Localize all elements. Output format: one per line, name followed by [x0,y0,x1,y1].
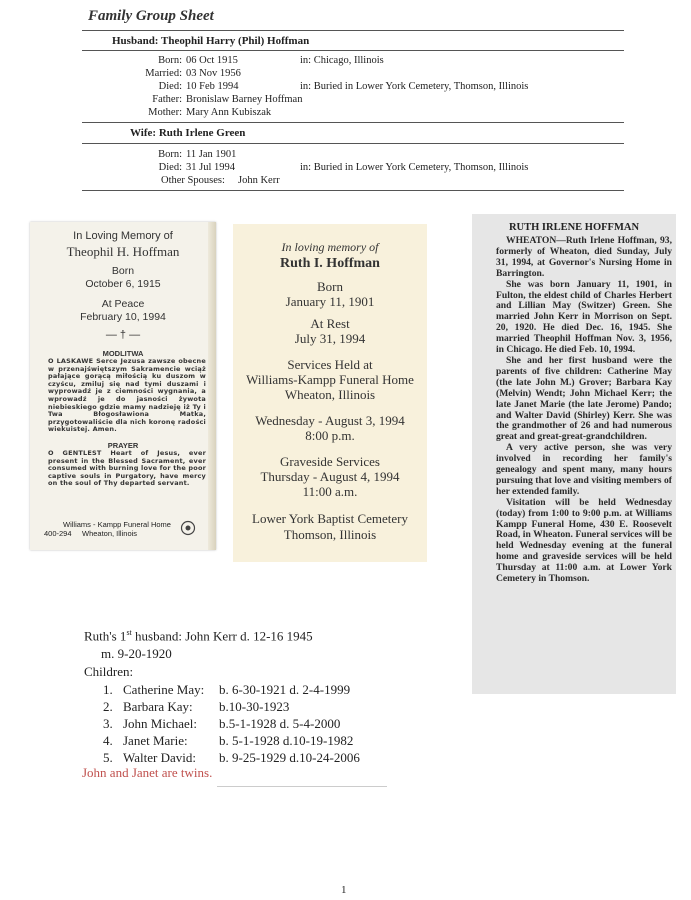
child-number: 3. [103,716,113,731]
card2-wednesday-time: 8:00 p.m. [305,428,355,443]
wife-born-value: 11 Jan 1901 [186,149,237,160]
husband-born-label: Born: [158,55,182,66]
sheet-title: Family Group Sheet [88,8,214,24]
first-husband-prefix: Ruth's 1 [84,628,127,644]
child-number: 4. [103,733,113,748]
child-dates: b. 6-30-1921 d. 2-4-1999 [219,682,351,697]
divider [82,50,624,51]
obituary-paragraph: She and her first husband were the parents of five children: Catherine May (the late John M.) Grover; Barbara Kay (Melvin) Wendt; John Michael Kerr; the late Janet Marie (the late Jerome) Pando; and Walter David (Shirley) Kerr. She was the grandmother of 26 and had numerous great and great-great-grandchildren. [496,354,672,443]
child-name: John Michael: [123,716,198,731]
child-number: 5. [103,750,113,765]
other-spouses-value: John Kerr [238,175,280,186]
twins-note: John and Janet are twins. [82,765,213,780]
wife-died-value: 31 Jul 1994 [186,162,236,173]
prayer-english-text: O GENTLEST Heart of Jesus, ever present in the Blessed Sacrament, ever consumed with burning love for the poor captive souls in Purgatory, have mercy on the soul of Thy departed servant. [48,449,207,488]
wife-header: Wife: Ruth Irlene Green [130,127,246,139]
husband-mother-value: Mary Ann Kubiszak [186,107,272,118]
child-name: Catherine May: [123,682,205,697]
card2-thursday-time: 11:00 a.m. [302,484,358,499]
husband-born-place: in: Chicago, Illinois [300,55,384,66]
prayer-polish-title: MODLITWA [102,349,144,358]
obituary-paragraph: She was born January 11, 1901, in Fulton, the eldest child of Charles Herbert and Lillian May (Switzer) Green. She married John Kerr in Morrison on Sept. 20, 1920. He died Dec. 16, 1945. She married Theophil Hoffman Nov. 3, 1956, in Chicago. He died Feb. 10, 1994. [496,278,672,356]
card2-services-line3: Wheaton, Illinois [284,387,376,402]
husband-mother-label: Mother: [148,107,182,118]
card2-services-line1: Services Held at [287,357,373,372]
card2-rest-label: At Rest [310,316,350,331]
husband-father-value: Bronislaw Barney Hoffman [186,94,303,105]
obituary-paragraph: Visitation will be held Wednesday (today) from 1:00 to 9:00 p.m. at Williams Kampp Funeral Home, 430 E. Roosevelt Road, in Wheaton. Funeral services will be held Wednesday evening at the funeral home and graveside services will be held Thursday at 11:00 a.m. at Lower York Cemetery in Thomson. [496,496,672,585]
divider [82,122,624,123]
divider [82,190,624,191]
child-number: 2. [103,699,113,714]
first-husband-text: husband: John Kerr d. 12-16 1945 [131,628,313,644]
child-dates: b.5-1-1928 d. 5-4-2000 [219,716,341,731]
divider [82,30,624,31]
wife-died-place: in: Buried in Lower York Cemetery, Thomson, Illinois [300,162,529,173]
card1-heading: In Loving Memory of [73,230,173,242]
other-spouses-label: Other Spouses: [161,175,225,186]
card2-born-date: January 11, 1901 [285,294,375,309]
prayer-english-title: PRAYER [107,441,139,450]
obituary-paragraph: WHEATON—Ruth Irlene Hoffman, 93, formerly of Wheaton, died Sunday, July 31, 1994, at Governor's Nursing Home in Barrington. [496,235,672,279]
divider [217,786,387,787]
husband-died-label: Died: [158,81,182,92]
memorial-card-ruth [233,224,427,562]
husband-born-value: 06 Oct 1915 [186,55,238,66]
page-number: 1 [341,884,347,896]
child-dates: b. 5-1-1928 d.10-19-1982 [219,733,354,748]
card1-funeral-home: Williams - Kampp Funeral Home [63,520,171,529]
card2-cemetery-city: Thomson, Illinois [283,527,377,542]
obituary-clipping [472,214,676,694]
card2-heading: In loving memory of [281,240,379,254]
prayer-polish-text: O LASKAWE Serce Jezusa zawsze obecne w przenajświętszym Sakramencie wciąż pałające gorącą miłością ku duszom w czyścu, zmiluj się nad tymi duszami i wyprowadź je z ciemności wygnania, a wprowadź je do jasności żywota niebieskiego gdzie mamy nadzieję iż Ty i Twa Błogosławiona Matka, przygotowaliście dla nich koronę radości wiekuistej. Amen. [48,357,206,434]
card2-name: Ruth I. Hoffman [280,256,380,271]
husband-died-value: 10 Feb 1994 [186,81,239,92]
child-dates: b.10-30-1923 [219,699,290,714]
card2-thursday: Thursday - August 4, 1994 [260,469,400,484]
child-number: 1. [103,682,113,697]
husband-header: Husband: Theophil Harry (Phil) Hoffman [112,35,310,47]
obituary-text [496,236,672,585]
child-dates: b. 9-25-1929 d.10-24-2006 [219,750,360,765]
card1-born-date: October 6, 1915 [85,278,161,290]
card2-graveside: Graveside Services [280,454,380,469]
card2-wednesday: Wednesday - August 3, 1994 [255,413,405,428]
child-name: Janet Marie: [123,733,188,748]
card1-name: Theophil H. Hoffman [66,244,180,259]
card2-rest-date: July 31, 1994 [294,331,366,346]
husband-died-place: in: Buried in Lower York Cemetery, Thomson, Illinois [300,81,529,92]
ordinal-suffix: st [126,628,132,637]
card2-services-line2: Williams-Kampp Funeral Home [246,372,414,387]
husband-married-value: 03 Nov 1956 [186,68,241,79]
marriage-date: m. 9-20-1920 [101,646,172,661]
husband-married-label: Married: [145,68,182,79]
card1-city: Wheaton, Illinois [82,529,138,538]
memorial-card-theophil [30,222,216,550]
child-name: Walter David: [123,750,196,765]
wife-born-label: Born: [158,149,182,160]
wife-died-label: Died: [158,162,182,173]
child-name: Barbara Kay: [123,699,193,714]
card1-peace-date: February 10, 1994 [80,311,166,323]
card1-code: 400-294 [44,529,72,538]
card1-peace-label: At Peace [101,298,145,310]
card1-born-label: Born [111,265,135,277]
card2-cemetery: Lower York Baptist Cemetery [252,511,408,526]
divider [82,143,624,144]
first-husband-line [84,628,313,644]
husband-father-label: Father: [152,94,182,105]
funeral-home-logo-icon [180,520,196,536]
children-label: Children: [84,664,134,679]
cross-icon: — † — [105,329,141,341]
obituary-headline: RUTH IRLENE HOFFMAN [508,222,640,233]
obituary-paragraph: A very active person, she was very involved in recording her family's genealogy and spent many, many hours pursuing that love and visiting members of her extended family. [496,442,672,497]
card2-born-label: Born [317,279,343,294]
